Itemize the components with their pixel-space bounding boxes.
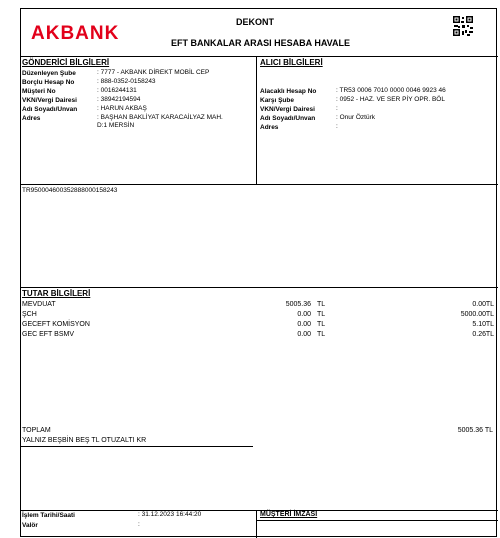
divider [21,184,498,185]
receiver-label: VKN/Vergi Dairesi [260,106,315,113]
receiver-label: Adres [260,124,279,131]
amount-row-credit-currency: TL [485,321,494,328]
receiver-value: : [336,123,338,130]
divider [21,56,498,57]
receiver-value: : [336,105,338,112]
receipt-header [21,9,498,56]
value-date-label: Valör [22,522,38,529]
bank-logo: AKBANK [31,23,120,44]
amounts-section-title: TUTAR BİLGİLERİ [22,289,91,298]
sender-value: : HARUN AKBAŞ [97,105,147,112]
document-subtitle: EFT BANKALAR ARASI HESABA HAVALE [171,38,350,48]
receiver-value: : Onur Öztürk [336,114,376,121]
sender-address-line2: D:1 MERSİN [97,122,135,129]
amount-row [22,301,494,310]
amount-row [22,321,494,330]
sender-value: : 0016244131 [97,87,137,94]
divider [256,510,257,538]
total-value: 5005.36 TL [457,427,493,434]
sender-value: : BAŞHAN BAKLİYAT KARACAİLYAZ MAH. [97,114,223,121]
transaction-date-label: İşlem Tarihi/Saati [22,512,75,519]
value-date-value: : [138,521,140,528]
sender-value: : 38942194594 [97,96,141,103]
amount-row-credit-currency: TL [485,311,494,318]
sender-value: : 7777 - AKBANK DİREKT MOBİL CEP [97,69,210,76]
customer-signature-title: MÜŞTERİ İMZASI [260,511,318,518]
amount-row-name: MEVDUAT [22,301,56,308]
receiver-label: Alacaklı Hesap No [260,88,317,95]
divider [256,56,257,184]
amount-row-debit: 0.00 [297,331,311,338]
amount-row-debit-currency: TL [317,301,326,308]
sender-label: Borçlu Hesap No [22,79,75,86]
amount-row-credit-currency: TL [485,301,494,308]
sender-label: Müşteri No [22,88,56,95]
sender-value: : 888-0352-0158243 [97,78,156,85]
divider [256,520,498,521]
receiver-section-title: ALICI BİLGİLERİ [260,58,323,67]
document-title: DEKONT [236,17,274,27]
receiver-value: : 0952 - HAZ. VE SER PİY OPR. BÖL [336,96,445,103]
receipt-page [20,8,497,537]
sender-section-title: GÖNDERİCİ BİLGİLERİ [22,58,110,67]
amount-row-credit: 5.10 [472,321,486,328]
amount-row-debit: 0.00 [297,321,311,328]
amount-row-credit: 5000.00 [460,311,486,318]
divider [21,446,253,447]
receiver-label: Adı Soyadı/Unvan [260,115,316,122]
qr-code-icon [452,15,474,37]
amount-row-name: GEC EFT BSMV [22,331,74,338]
amount-row [22,311,494,320]
amount-row-debit: 0.00 [297,311,311,318]
amount-row-credit-currency: TL [485,331,494,338]
total-label: TOPLAM [22,427,51,434]
sender-label: Düzenleyen Şube [22,70,76,77]
amount-row [22,331,494,340]
amount-row-debit-currency: TL [317,311,326,318]
sender-label: Adres [22,115,41,122]
receiver-value: : TR53 0006 7010 0000 0046 9923 46 [336,87,446,94]
amount-row-debit-currency: TL [317,331,326,338]
amount-row-credit: 0.00 [472,301,486,308]
amount-row-debit-currency: TL [317,321,326,328]
amount-in-words: YALNIZ BEŞBİN BEŞ TL OTUZALTI KR [22,437,147,444]
amount-row-name: GECEFT KOMİSYON [22,321,90,328]
divider [21,287,498,288]
amount-row-debit: 5005.36 [285,301,311,308]
sender-label: Adı Soyadı/Unvan [22,106,78,113]
transaction-date-value: : 31.12.2023 16:44:20 [138,511,202,518]
amount-row-name: ŞCH [22,311,37,318]
sender-label: VKN/Vergi Dairesi [22,97,77,104]
amount-row-credit: 0.26 [472,331,486,338]
transaction-description: TR950004600352888000158243 [22,187,118,194]
receiver-label: Karşı Şube [260,97,294,104]
